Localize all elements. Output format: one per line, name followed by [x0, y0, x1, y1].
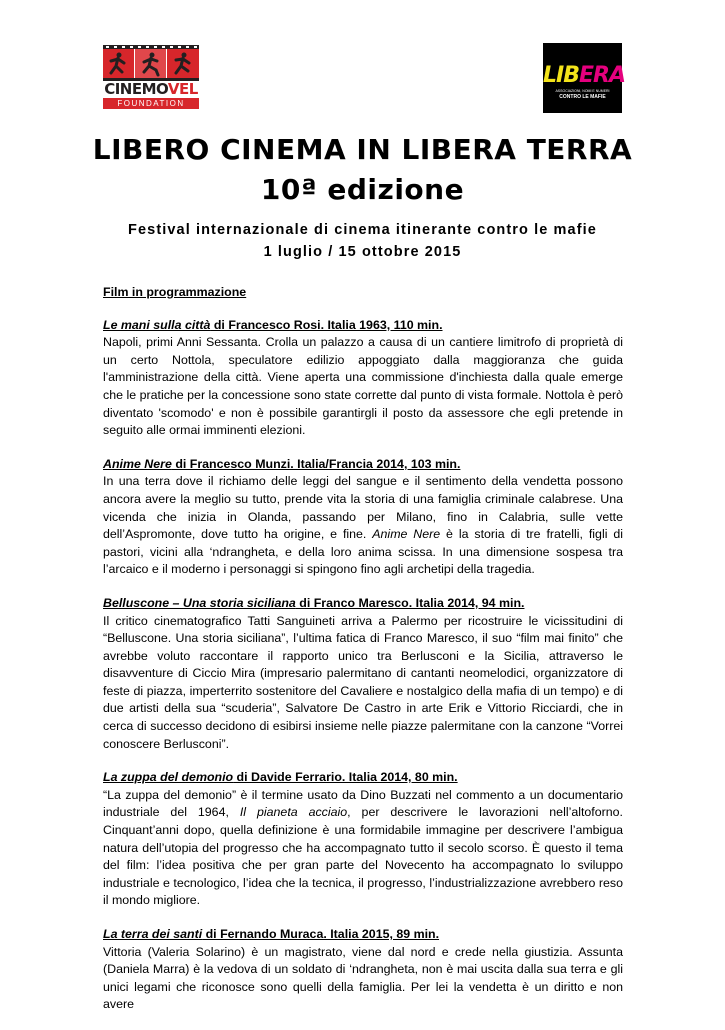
film-description: Il critico cinematografico Tatti Sanguineti arriva a Palermo per ricostruire le vicissitudini di “Belluscone. Una storia siciliana”, l’ultima fatica di Franco Maresco, il suo “film mai finito” che avrebbe voluto raccontare il rapporto unico tra Berlusconi e la Sicilia, attraverso le disavventure di Ciccio Mira (impresario palermitano di cantanti neomelodici, organizzatore di feste di piazza, imperterrito sostenitore del Cavaliere e nostalgico della mafia di un tempo) e di due artisti della sua “scuderia”, Salvatore De Castro in arte Erik e Vittorio Ricciardi, che in cerca di successo decidono di esibirsi insieme nelle piazze palermitane con la canzone “Vorrei conoscere Berlusconi”.	[103, 613, 623, 751]
film-title: Belluscone – Una storia siciliana	[103, 595, 296, 610]
film-entry	[103, 456, 623, 579]
film-description: “La zuppa del demonio” è il termine usato da Dino Buzzati nel commento a un documentario industriale del 1964, Il pianeta acciaio, per descrivere le lavorazioni nell’altoforno. Cinquant’anni dopo, quella definizione è una formidabile immagine per descrivere l’ambigua natura dell’utopia del progresso che ha accompagnato tutto il secolo scorso. È questo il tema del film: l’idea positiva che per gran parte del Novecento ha accompagnato lo sviluppo industriale e tecnologico, l’idea che la tecnica, il progresso, l’industrializzazione avrebbero reso il mondo migliore.	[103, 787, 623, 908]
film-title-line	[103, 595, 623, 613]
film-entry	[103, 769, 623, 910]
foundation-label: FOUNDATION	[103, 98, 199, 109]
cinemovel-foundation-logo	[103, 45, 199, 111]
film-entry	[103, 926, 623, 1014]
film-title: La terra dei santi	[103, 927, 203, 941]
film-title-inline: Anime Nere	[372, 527, 441, 542]
page-title: LIBERO CINEMA IN LIBERA TERRA	[92, 133, 633, 166]
film-description: In una terra dove il richiamo delle leggi del sangue e il sentimento della vendetta possono ancora avere la meglio su tutto, prende vita la storia di una famiglia criminale calabrese. Una vicenda che inizia in Olanda, passando per Milano, fino in Calabria, sulle vette dell’Aspromonte, dove tutto ha origine, e fine. Anime Nere è la storia di tre fratelli, figli di pastori, vicini alla ‘ndrangheta, e della loro anima scissa. In una dimensione sospesa tra l’arcaico e il moderno i personaggi si spingono fino agli archetipi della tragedia.	[103, 474, 623, 577]
film-description: Vittoria (Valeria Solarino) è un magistrato, viene dal nord e crede nella giustizia. Assunta (Daniela Marra) è la vedova di un soldato di ‘ndrangheta, non è mai uscita dalla sua terra e gli unici legami che riconosce sono quelli della famiglia. Per lei la vendetta è un diritto e non avere	[103, 944, 623, 1012]
libera-logo	[543, 43, 625, 113]
cinemovel-wordmark: CINEMOVEL	[104, 80, 198, 98]
section-heading: Film in programmazione	[103, 285, 247, 299]
film-title-line	[103, 456, 623, 474]
film-credits: di Francesco Rosi. Italia 1963, 110 min.	[210, 317, 443, 332]
film-title-line	[103, 317, 623, 335]
film-credits: di Francesco Munzi. Italia/Francia 2014, 103 min.	[171, 456, 461, 471]
film-description: Napoli, primi Anni Sessanta. Crolla un palazzo a causa di un cantiere limitrofo di proprietà di un certo Nottola, speculatore edilizio appoggiato dalla maggioranza che guida l'amministrazione della città. Viene aperta una commissione d'inchiesta dalla quale emerge che le pratiche per la concessione sono state corrette dal punto di vista formale. Nottola è però diventato 'scomodo' e non è possibile garantirgli il posto da assessore che egli pretende in seguito alle ormai imminenti elezioni.	[103, 335, 623, 438]
film-title-line	[103, 769, 623, 787]
film-credits: di Fernando Muraca. Italia 2015, 89 min.	[202, 927, 440, 941]
festival-subtitle: Festival internazionale di cinema itinerante contro le mafie	[128, 222, 597, 238]
film-credits: di Franco Maresco. Italia 2014, 94 min.	[295, 595, 525, 610]
edition-title: 10ª edizione	[260, 173, 465, 206]
film-entry	[103, 595, 623, 753]
film-title-line	[103, 926, 623, 944]
festival-dates: 1 luglio / 15 ottobre 2015	[263, 244, 462, 260]
film-entry	[103, 317, 623, 440]
film-credits: di Davide Ferrario. Italia 2014, 80 min.	[233, 770, 458, 785]
film-title: Anime Nere	[103, 456, 172, 471]
film-title: Le mani sulla città	[103, 317, 211, 332]
libera-tagline: ASSOCIAZIONI, NOMI E NUMERI	[555, 89, 610, 93]
film-list	[103, 284, 623, 1030]
libera-wordmark: LIBERA	[543, 63, 625, 88]
film-title-inline: Il pianeta acciaio	[239, 805, 348, 820]
libera-tagline-bold: CONTRO LE MAFIE	[559, 94, 606, 100]
film-title: La zuppa del demonio	[103, 770, 234, 785]
